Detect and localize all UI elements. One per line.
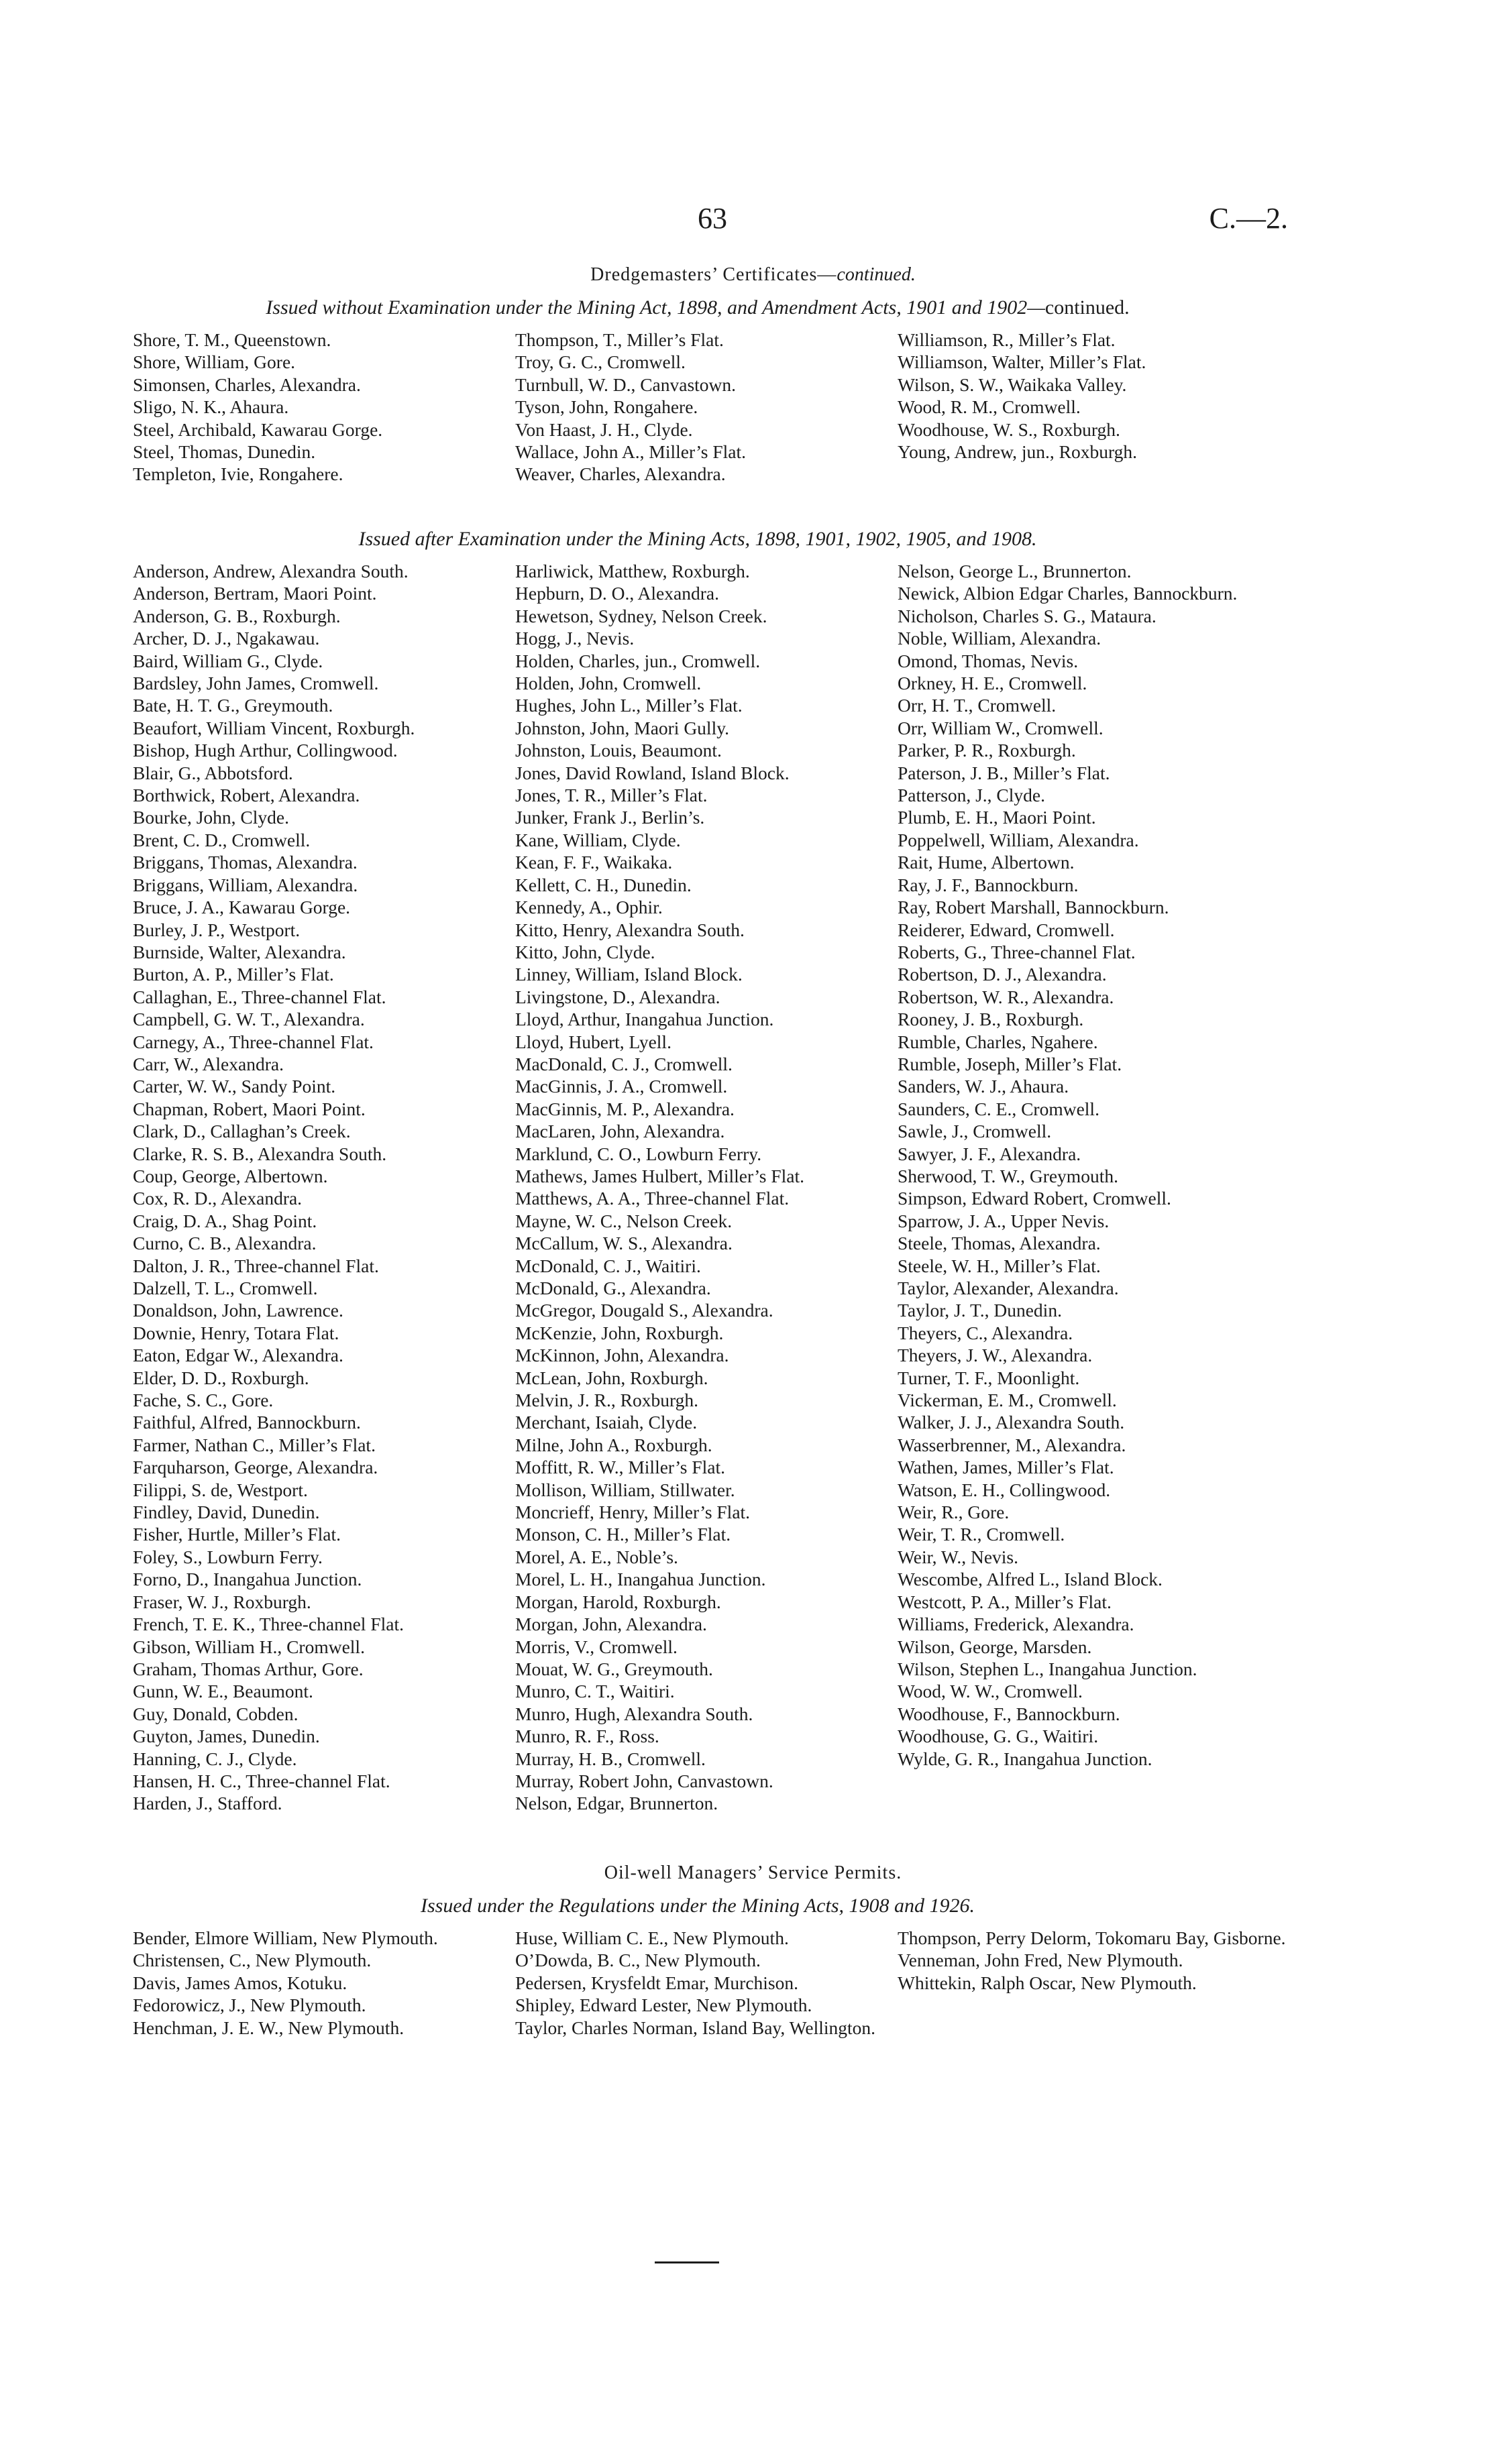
- list-item: Morel, A. E., Noble’s.: [515, 1546, 678, 1567]
- list-item: Kean, F. F., Waikaka.: [515, 852, 673, 873]
- list-item: Morgan, John, Alexandra.: [515, 1614, 707, 1635]
- list-item: Theyers, C., Alexandra.: [898, 1322, 1073, 1343]
- list-item: Morris, V., Cromwell.: [515, 1636, 678, 1657]
- list-item: Nelson, Edgar, Brunnerton.: [515, 1793, 718, 1814]
- list-item: Guy, Donald, Cobden.: [133, 1703, 299, 1724]
- list-item: Rait, Hume, Albertown.: [898, 852, 1075, 873]
- list-item: Lloyd, Hubert, Lyell.: [515, 1031, 671, 1052]
- list-item: Davis, James Amos, Kotuku.: [133, 1972, 347, 1993]
- list-item: Wood, R. M., Cromwell.: [898, 396, 1081, 418]
- list-item: Thompson, Perry Delorm, Tokomaru Bay, Gisborne.: [898, 1927, 1286, 1948]
- list-item: Steel, Thomas, Dunedin.: [133, 441, 316, 463]
- list-item: Theyers, J. W., Alexandra.: [898, 1345, 1093, 1366]
- list-item: Wilson, George, Marsden.: [898, 1636, 1092, 1657]
- list-item: Lloyd, Arthur, Inangahua Junction.: [515, 1009, 774, 1030]
- list-item: McKenzie, John, Roxburgh.: [515, 1322, 724, 1343]
- list-item: McCallum, W. S., Alexandra.: [515, 1233, 733, 1254]
- list-item: Hughes, John L., Miller’s Flat.: [515, 695, 743, 716]
- list-item: Ray, Robert Marshall, Bannockburn.: [898, 897, 1169, 918]
- list-item: Marklund, C. O., Lowburn Ferry.: [515, 1143, 762, 1164]
- list-item: Munro, Hugh, Alexandra South.: [515, 1703, 753, 1724]
- list-item: Mollison, William, Stillwater.: [515, 1479, 735, 1500]
- list-item: Wallace, John A., Miller’s Flat.: [515, 441, 747, 463]
- document-reference: C.—2.: [1209, 202, 1288, 235]
- list-item: Whittekin, Ralph Oscar, New Plymouth.: [898, 1972, 1197, 1993]
- list-item: Parker, P. R., Roxburgh.: [898, 740, 1076, 761]
- list-item: Merchant, Isaiah, Clyde.: [515, 1412, 698, 1433]
- list-item: Fedorowicz, J., New Plymouth.: [133, 1995, 366, 2016]
- list-item: Orr, William W., Cromwell.: [898, 717, 1104, 738]
- list-item: Callaghan, E., Three-channel Flat.: [133, 986, 386, 1007]
- list-item: Bate, H. T. G., Greymouth.: [133, 695, 333, 716]
- list-item: McDonald, C. J., Waitiri.: [515, 1255, 701, 1276]
- list-item: McGregor, Dougald S., Alexandra.: [515, 1300, 773, 1321]
- list-item: Sawyer, J. F., Alexandra.: [898, 1143, 1081, 1164]
- list-item: Moncrieff, Henry, Miller’s Flat.: [515, 1502, 751, 1523]
- list-item: Hewetson, Sydney, Nelson Creek.: [515, 605, 767, 626]
- list-item: Eaton, Edgar W., Alexandra.: [133, 1345, 343, 1366]
- list-item: Carnegy, A., Three-channel Flat.: [133, 1031, 374, 1052]
- list-item: Blair, G., Abbotsford.: [133, 762, 293, 783]
- list-item: Mouat, W. G., Greymouth.: [515, 1658, 713, 1679]
- list-item: Bardsley, John James, Cromwell.: [133, 673, 379, 694]
- list-item: Foley, S., Lowburn Ferry.: [133, 1546, 323, 1567]
- list-item: Templeton, Ivie, Rongahere.: [133, 463, 343, 485]
- list-item: Sherwood, T. W., Greymouth.: [898, 1165, 1118, 1186]
- list-item: Taylor, Charles Norman, Island Bay, Wellington.: [515, 2017, 876, 2038]
- list-item: Sawle, J., Cromwell.: [898, 1121, 1052, 1142]
- without-exam-column-2: [515, 329, 895, 486]
- list-item: Wood, W. W., Cromwell.: [898, 1681, 1083, 1702]
- list-item: Harden, J., Stafford.: [133, 1793, 282, 1814]
- list-item: Livingstone, D., Alexandra.: [515, 986, 720, 1007]
- list-item: Jones, T. R., Miller’s Flat.: [515, 785, 708, 806]
- list-item: Hepburn, D. O., Alexandra.: [515, 583, 719, 604]
- list-item: Weir, T. R., Cromwell.: [898, 1524, 1065, 1545]
- list-item: Shipley, Edward Lester, New Plymouth.: [515, 1995, 812, 2016]
- list-item: Shore, William, Gore.: [133, 351, 296, 373]
- list-item: Kennedy, A., Ophir.: [515, 897, 663, 918]
- list-item: Tyson, John, Rongahere.: [515, 396, 698, 418]
- list-item: Hanning, C. J., Clyde.: [133, 1748, 297, 1769]
- list-item: Bishop, Hugh Arthur, Collingwood.: [133, 740, 398, 761]
- list-item: Jones, David Rowland, Island Block.: [515, 762, 790, 783]
- list-item: Kane, William, Clyde.: [515, 829, 681, 850]
- list-item: Craig, D. A., Shag Point.: [133, 1210, 317, 1231]
- list-item: Steel, Archibald, Kawarau Gorge.: [133, 418, 383, 440]
- list-item: Woodhouse, F., Bannockburn.: [898, 1703, 1120, 1724]
- list-item: Shore, T. M., Queenstown.: [133, 329, 331, 350]
- after-exam-column-3: [898, 560, 1287, 1770]
- list-item: Anderson, G. B., Roxburgh.: [133, 605, 341, 626]
- list-item: McDonald, G., Alexandra.: [515, 1278, 711, 1298]
- list-item: Kitto, Henry, Alexandra South.: [515, 919, 745, 940]
- list-item: Weir, R., Gore.: [898, 1502, 1010, 1523]
- list-item: Paterson, J. B., Miller’s Flat.: [898, 762, 1110, 783]
- list-item: Von Haast, J. H., Clyde.: [515, 418, 693, 440]
- list-item: Mayne, W. C., Nelson Creek.: [515, 1210, 733, 1231]
- list-item: Baird, William G., Clyde.: [133, 650, 323, 671]
- list-item: Filippi, S. de, Westport.: [133, 1479, 308, 1500]
- list-item: Downie, Henry, Totara Flat.: [133, 1322, 339, 1343]
- without-exam-column-3: [898, 329, 1287, 463]
- list-item: Burnside, Walter, Alexandra.: [133, 941, 346, 962]
- list-item: Henchman, J. E. W., New Plymouth.: [133, 2017, 405, 2038]
- list-item: Dalton, J. R., Three-channel Flat.: [133, 1255, 379, 1276]
- list-item: Cox, R. D., Alexandra.: [133, 1188, 303, 1209]
- list-item: Noble, William, Alexandra.: [898, 628, 1101, 649]
- list-item: Nelson, George L., Brunnerton.: [898, 561, 1132, 581]
- list-item: Nicholson, Charles S. G., Mataura.: [898, 605, 1157, 626]
- list-item: Wilson, Stephen L., Inangahua Junction.: [898, 1658, 1197, 1679]
- list-item: Sparrow, J. A., Upper Nevis.: [898, 1210, 1110, 1231]
- list-item: Archer, D. J., Ngakawau.: [133, 628, 320, 649]
- list-item: Graham, Thomas Arthur, Gore.: [133, 1658, 364, 1679]
- list-item: Plumb, E. H., Maori Point.: [898, 807, 1096, 828]
- list-item: Coup, George, Albertown.: [133, 1165, 328, 1186]
- list-item: Bruce, J. A., Kawarau Gorge.: [133, 897, 351, 918]
- list-item: Bender, Elmore William, New Plymouth.: [133, 1927, 438, 1948]
- list-item: Steele, Thomas, Alexandra.: [898, 1233, 1101, 1254]
- without-exam-subheading-suffix: continued.: [1044, 296, 1130, 319]
- list-item: Anderson, Andrew, Alexandra South.: [133, 561, 409, 581]
- list-item: Weaver, Charles, Alexandra.: [515, 463, 726, 485]
- without-exam-subheading: [101, 296, 1295, 320]
- list-item: Wilson, S. W., Waikaka Valley.: [898, 374, 1127, 395]
- without-exam-column-1: [133, 329, 506, 486]
- list-item: Carter, W. W., Sandy Point.: [133, 1076, 336, 1097]
- list-item: Ray, J. F., Bannockburn.: [898, 874, 1079, 895]
- list-item: Beaufort, William Vincent, Roxburgh.: [133, 717, 415, 738]
- list-item: Taylor, J. T., Dunedin.: [898, 1300, 1062, 1321]
- list-item: Bourke, John, Clyde.: [133, 807, 289, 828]
- oil-well-heading: Oil-well Managers’ Service Permits.: [604, 1862, 902, 1883]
- list-item: Curno, C. B., Alexandra.: [133, 1233, 317, 1254]
- list-item: Watson, E. H., Collingwood.: [898, 1479, 1111, 1500]
- list-item: Clarke, R. S. B., Alexandra South.: [133, 1143, 387, 1164]
- list-item: Orkney, H. E., Cromwell.: [898, 673, 1087, 694]
- list-item: Burton, A. P., Miller’s Flat.: [133, 964, 334, 985]
- list-item: Saunders, C. E., Cromwell.: [898, 1098, 1099, 1119]
- list-item: Young, Andrew, jun., Roxburgh.: [898, 441, 1138, 463]
- list-item: Sanders, W. J., Ahaura.: [898, 1076, 1069, 1097]
- list-item: Omond, Thomas, Nevis.: [898, 650, 1079, 671]
- list-item: Venneman, John Fred, New Plymouth.: [898, 1950, 1183, 1971]
- list-item: Briggans, William, Alexandra.: [133, 874, 358, 895]
- list-item: Campbell, G. W. T., Alexandra.: [133, 1009, 365, 1030]
- list-item: Taylor, Alexander, Alexandra.: [898, 1278, 1119, 1298]
- list-item: Holden, John, Cromwell.: [515, 673, 702, 694]
- list-item: Linney, William, Island Block.: [515, 964, 743, 985]
- list-item: Hogg, J., Nevis.: [515, 628, 635, 649]
- list-item: Briggans, Thomas, Alexandra.: [133, 852, 358, 873]
- list-item: Wathen, James, Miller’s Flat.: [898, 1457, 1114, 1478]
- list-item: Farmer, Nathan C., Miller’s Flat.: [133, 1434, 376, 1455]
- list-item: Fache, S. C., Gore.: [133, 1390, 274, 1411]
- list-item: Rumble, Joseph, Miller’s Flat.: [898, 1053, 1122, 1074]
- list-item: Williams, Frederick, Alexandra.: [898, 1614, 1134, 1635]
- list-item: Hansen, H. C., Three-channel Flat.: [133, 1770, 390, 1791]
- list-item: Orr, H. T., Cromwell.: [898, 695, 1057, 716]
- list-item: Poppelwell, William, Alexandra.: [898, 829, 1139, 850]
- list-item: Borthwick, Robert, Alexandra.: [133, 785, 360, 806]
- list-item: MacDonald, C. J., Cromwell.: [515, 1053, 733, 1074]
- list-item: Gunn, W. E., Beaumont.: [133, 1681, 313, 1702]
- list-item: Wescombe, Alfred L., Island Block.: [898, 1569, 1163, 1590]
- after-exam-column-1: [133, 560, 506, 1815]
- list-item: Williamson, Walter, Miller’s Flat.: [898, 351, 1146, 373]
- list-item: Fraser, W. J., Roxburgh.: [133, 1591, 311, 1612]
- list-item: Huse, William C. E., New Plymouth.: [515, 1927, 789, 1948]
- list-item: Reiderer, Edward, Cromwell.: [898, 919, 1115, 940]
- list-item: MacGinnis, M. P., Alexandra.: [515, 1098, 735, 1119]
- after-exam-subheading: Issued after Examination under the Mining Acts, 1898, 1901, 1902, 1905, and 1908.: [358, 528, 1037, 550]
- list-item: Rooney, J. B., Roxburgh.: [898, 1009, 1084, 1030]
- list-item: Milne, John A., Roxburgh.: [515, 1434, 712, 1455]
- list-item: MacLaren, John, Alexandra.: [515, 1121, 725, 1142]
- list-item: Brent, C. D., Cromwell.: [133, 829, 311, 850]
- list-item: Woodhouse, W. S., Roxburgh.: [898, 418, 1120, 440]
- list-item: Westcott, P. A., Miller’s Flat.: [898, 1591, 1112, 1612]
- list-item: McLean, John, Roxburgh.: [515, 1367, 708, 1388]
- list-item: Clark, D., Callaghan’s Creek.: [133, 1121, 351, 1142]
- oil-well-column-3: [898, 1927, 1287, 1994]
- list-item: Christensen, C., New Plymouth.: [133, 1950, 372, 1971]
- list-item: Matthews, A. A., Three-channel Flat.: [515, 1188, 790, 1209]
- list-item: Sligo, N. K., Ahaura.: [133, 396, 289, 418]
- list-item: O’Dowda, B. C., New Plymouth.: [515, 1950, 761, 1971]
- list-item: Melvin, J. R., Roxburgh.: [515, 1390, 698, 1411]
- list-item: Simpson, Edward Robert, Cromwell.: [898, 1188, 1171, 1209]
- list-item: Simonsen, Charles, Alexandra.: [133, 374, 361, 395]
- list-item: Murray, H. B., Cromwell.: [515, 1748, 706, 1769]
- oil-well-column-2: [515, 1927, 895, 2039]
- list-item: Junker, Frank J., Berlin’s.: [515, 807, 705, 828]
- oil-well-subheading: Issued under the Regulations under the Mining Acts, 1908 and 1926.: [420, 1895, 975, 1917]
- end-rule: [655, 2261, 719, 2263]
- list-item: Burley, J. P., Westport.: [133, 919, 301, 940]
- dredgemasters-heading-text: Dredgemasters’ Certificates—: [590, 264, 837, 285]
- list-item: Robertson, D. J., Alexandra.: [898, 964, 1107, 985]
- list-item: Anderson, Bertram, Maori Point.: [133, 583, 377, 604]
- list-item: Kellett, C. H., Dunedin.: [515, 874, 692, 895]
- list-item: Carr, W., Alexandra.: [133, 1053, 284, 1074]
- list-item: Mathews, James Hulbert, Miller’s Flat.: [515, 1165, 805, 1186]
- list-item: Thompson, T., Miller’s Flat.: [515, 329, 724, 350]
- list-item: Wasserbrenner, M., Alexandra.: [898, 1434, 1126, 1455]
- oil-well-column-1: [133, 1927, 506, 2039]
- list-item: Monson, C. H., Miller’s Flat.: [515, 1524, 731, 1545]
- list-item: Johnston, John, Maori Gully.: [515, 717, 730, 738]
- list-item: MacGinnis, J. A., Cromwell.: [515, 1076, 728, 1097]
- after-exam-column-2: [515, 560, 895, 1815]
- page-number: 63: [698, 202, 727, 235]
- list-item: Fisher, Hurtle, Miller’s Flat.: [133, 1524, 341, 1545]
- list-item: Troy, G. C., Cromwell.: [515, 351, 686, 373]
- list-item: Weir, W., Nevis.: [898, 1546, 1018, 1567]
- list-item: Roberts, G., Three-channel Flat.: [898, 941, 1136, 962]
- list-item: Harliwick, Matthew, Roxburgh.: [515, 561, 750, 581]
- list-item: Munro, C. T., Waitiri.: [515, 1681, 675, 1702]
- list-item: Forno, D., Inangahua Junction.: [133, 1569, 362, 1590]
- list-item: Steele, W. H., Miller’s Flat.: [898, 1255, 1101, 1276]
- list-item: Donaldson, John, Lawrence.: [133, 1300, 343, 1321]
- list-item: Elder, D. D., Roxburgh.: [133, 1367, 309, 1388]
- list-item: Patterson, J., Clyde.: [898, 785, 1045, 806]
- list-item: Morel, L. H., Inangahua Junction.: [515, 1569, 766, 1590]
- list-item: Turnbull, W. D., Canvastown.: [515, 374, 737, 395]
- list-item: Williamson, R., Miller’s Flat.: [898, 329, 1116, 350]
- list-item: Kitto, John, Clyde.: [515, 941, 655, 962]
- list-item: Vickerman, E. M., Cromwell.: [898, 1390, 1117, 1411]
- list-item: McKinnon, John, Alexandra.: [515, 1345, 729, 1366]
- dredgemasters-heading-suffix: continued.: [837, 264, 916, 285]
- list-item: Munro, R. F., Ross.: [515, 1726, 659, 1747]
- dredgemasters-heading: [0, 264, 1506, 286]
- list-item: Morgan, Harold, Roxburgh.: [515, 1591, 721, 1612]
- list-item: Walker, J. J., Alexandra South.: [898, 1412, 1125, 1433]
- list-item: Gibson, William H., Cromwell.: [133, 1636, 365, 1657]
- list-item: Moffitt, R. W., Miller’s Flat.: [515, 1457, 725, 1478]
- list-item: Findley, David, Dunedin.: [133, 1502, 320, 1523]
- list-item: Newick, Albion Edgar Charles, Bannockburn.: [898, 583, 1238, 604]
- without-exam-subheading-text: Issued without Examination under the Mining Act, 1898, and Amendment Acts, 1901 and 1902—: [266, 296, 1045, 319]
- list-item: Wylde, G. R., Inangahua Junction.: [898, 1748, 1152, 1769]
- list-item: French, T. E. K., Three-channel Flat.: [133, 1614, 404, 1635]
- list-item: Farquharson, George, Alexandra.: [133, 1457, 378, 1478]
- list-item: Rumble, Charles, Ngahere.: [898, 1031, 1098, 1052]
- list-item: Murray, Robert John, Canvastown.: [515, 1770, 773, 1791]
- list-item: Chapman, Robert, Maori Point.: [133, 1098, 366, 1119]
- list-item: Robertson, W. R., Alexandra.: [898, 986, 1114, 1007]
- list-item: Guyton, James, Dunedin.: [133, 1726, 320, 1747]
- list-item: Johnston, Louis, Beaumont.: [515, 740, 722, 761]
- list-item: Faithful, Alfred, Bannockburn.: [133, 1412, 361, 1433]
- list-item: Dalzell, T. L., Cromwell.: [133, 1278, 318, 1298]
- list-item: Holden, Charles, jun., Cromwell.: [515, 650, 761, 671]
- list-item: Turner, T. F., Moonlight.: [898, 1367, 1080, 1388]
- list-item: Pedersen, Krysfeldt Emar, Murchison.: [515, 1972, 798, 1993]
- list-item: Woodhouse, G. G., Waitiri.: [898, 1726, 1099, 1747]
